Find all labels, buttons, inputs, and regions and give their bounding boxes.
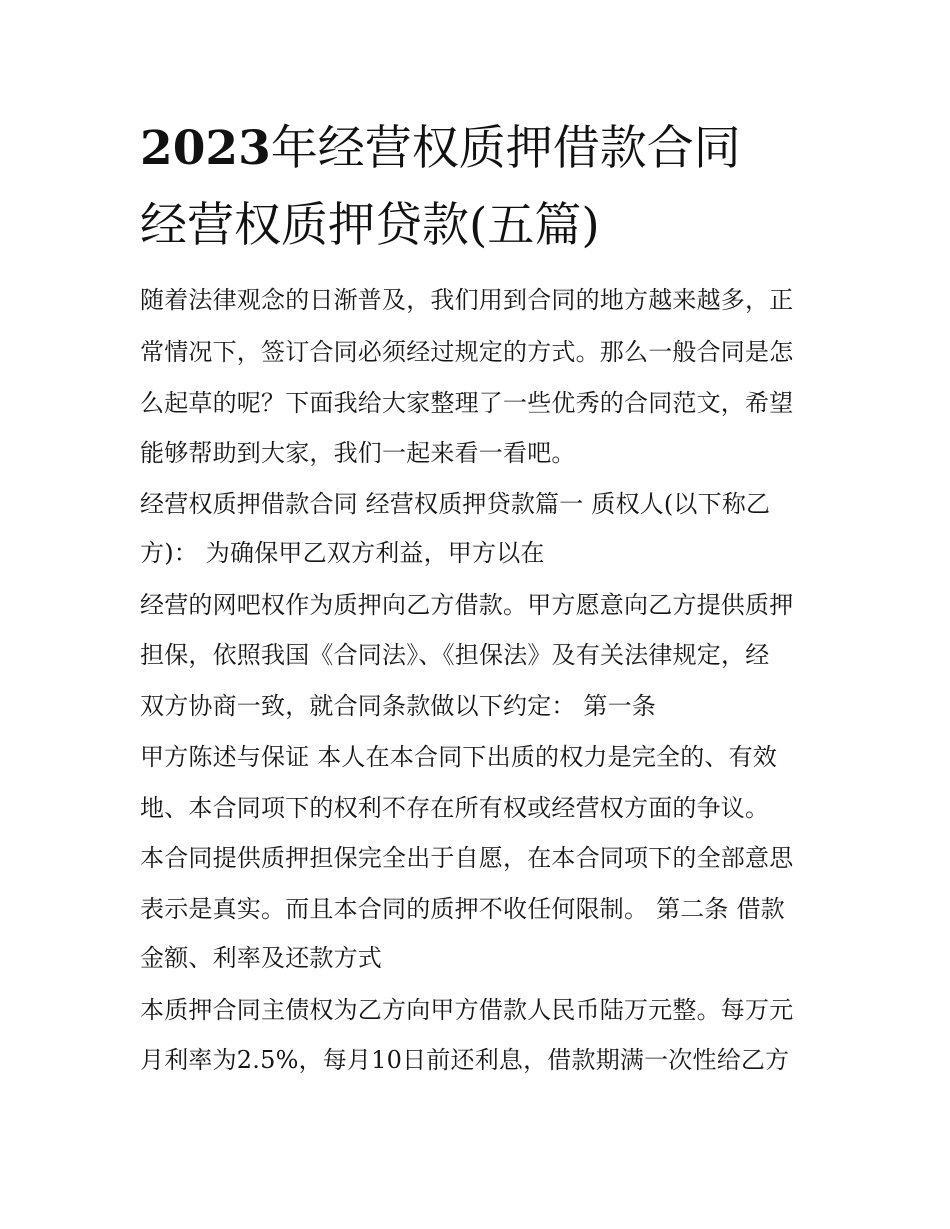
- document-title-line-2: 经营权质押贷款(五篇): [140, 198, 600, 253]
- body-line: 甲方陈述与保证 本人在本合同下出质的权力是完全的、有效: [140, 743, 778, 771]
- title-year: 2023: [140, 121, 271, 176]
- body-line: 月利率为2.5%，每月10日前还利息，借款期满一次性给乙方: [140, 1046, 790, 1074]
- body-line: 方)： 为确保甲乙双方利益，甲方以在: [140, 539, 545, 567]
- document-title-line-1: [140, 123, 840, 175]
- body-line: 表示是真实。而且本合同的质押不收任何限制。 第二条 借款: [140, 895, 785, 923]
- body-line: 么起草的呢？下面我给大家整理了一些优秀的合同范文，希望: [140, 389, 794, 417]
- body-line: 金额、利率及还款方式: [140, 944, 382, 972]
- body-line: 经营的网吧权作为质押向乙方借款。甲方愿意向乙方提供质押: [140, 591, 794, 619]
- body-line: 本质押合同主债权为乙方向甲方借款人民币陆万元整。每万元: [140, 996, 794, 1024]
- body-line: 本合同提供质押担保完全出于自愿，在本合同项下的全部意思: [140, 844, 794, 872]
- body-line: 随着法律观念的日渐普及，我们用到合同的地方越来越多，正: [140, 286, 794, 314]
- body-line: 常情况下，签订合同必须经过规定的方式。那么一般合同是怎: [140, 338, 794, 366]
- body-line: 担保，依照我国《合同法》、《担保法》及有关法律规定，经: [140, 641, 770, 669]
- body-line: 能够帮助到大家，我们一起来看一看吧。: [140, 439, 576, 467]
- body-line: 地、本合同项下的权利不存在所有权或经营权方面的争议。: [140, 794, 770, 822]
- body-line: 经营权质押借款合同 经营权质押贷款篇一 质权人(以下称乙: [140, 490, 771, 518]
- body-line: 双方协商一致，就合同条款做以下约定： 第一条: [140, 692, 657, 720]
- title-line-1-text: 年经营权质押借款合同: [270, 121, 741, 176]
